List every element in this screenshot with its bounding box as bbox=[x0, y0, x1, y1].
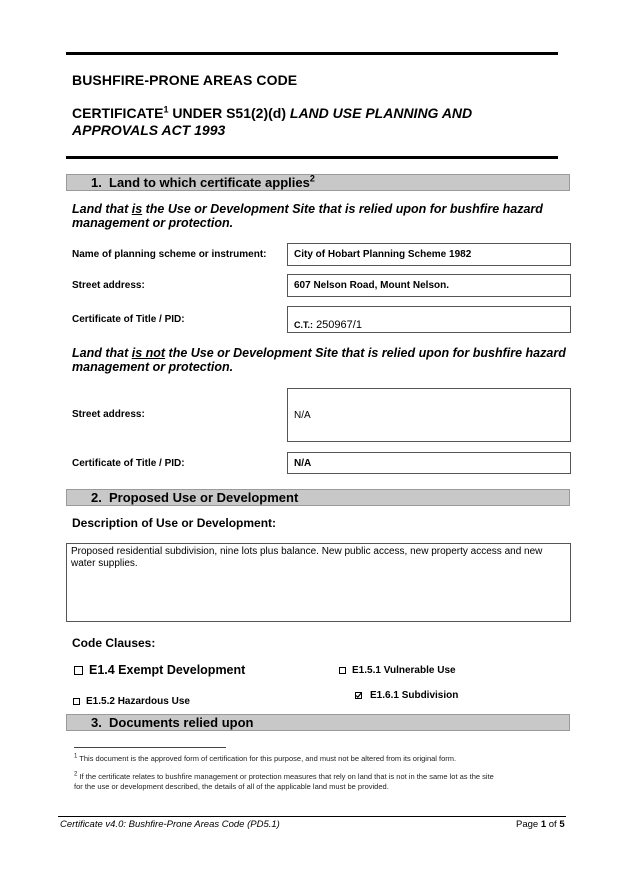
other-street-address-label: Street address: bbox=[72, 409, 145, 420]
footnote-separator bbox=[74, 747, 226, 748]
description-field[interactable]: Proposed residential subdivision, nine lots plus balance. New public access, new property access and new water supplies. bbox=[66, 543, 571, 622]
other-street-address-field[interactable]: N/A bbox=[287, 388, 571, 442]
footnote-1: $^1$ This document is the approved form of certification for this purpose, and must not be altered from its original form. bbox=[74, 753, 457, 763]
certificate-heading: CERTIFICATE$^1$ UNDER S51(2)(d) LAND USE PLANNING AND APPROVALS ACT 1993 bbox=[72, 104, 473, 138]
header-rule bbox=[66, 156, 558, 159]
section-3-bar: 3. Documents relied upon bbox=[66, 714, 570, 731]
subdivision-option[interactable]: E1.6.1 Subdivision bbox=[355, 690, 458, 701]
planning-scheme-label: Name of planning scheme or instrument: bbox=[72, 249, 267, 260]
check-mark-icon bbox=[355, 692, 362, 699]
land-not-relied-upon-intro: Land that is not the Use or Development Site that is relied upon for bushfire hazard management or protection. bbox=[72, 346, 566, 374]
exempt-development-checkbox[interactable] bbox=[74, 666, 83, 675]
other-certificate-of-title-field[interactable]: N/A bbox=[287, 452, 571, 474]
certificate-of-title-field[interactable]: C.T.: 250967/1 bbox=[287, 306, 571, 333]
description-heading: Description of Use or Development: bbox=[72, 516, 277, 530]
other-certificate-of-title-label: Certificate of Title / PID: bbox=[72, 458, 185, 469]
top-rule bbox=[66, 52, 558, 55]
code-clauses-heading: Code Clauses: bbox=[72, 636, 156, 650]
code-title: BUSHFIRE-PRONE AREAS CODE bbox=[72, 72, 298, 88]
exempt-development-option[interactable]: E1.4 Exempt Development bbox=[74, 663, 245, 677]
footnote-2: $^2$ If the certificate relates to bushfire management or protection measures that rely on land that is not in the same lot as the site for the use or development described, the details of all of the applicable land must be provided. bbox=[74, 771, 494, 791]
land-relied-upon-intro: Land that is the Use or Development Site that is relied upon for bushfire hazard management or protection. bbox=[72, 202, 543, 230]
footer-page-number: Page 1 of 5 bbox=[516, 819, 565, 830]
footer-rule bbox=[58, 816, 566, 817]
subdivision-checkbox[interactable] bbox=[355, 692, 362, 699]
street-address-field[interactable]: 607 Nelson Road, Mount Nelson. bbox=[287, 274, 571, 297]
planning-scheme-field[interactable]: City of Hobart Planning Scheme 1982 bbox=[287, 243, 571, 266]
section-2-bar: 2. Proposed Use or Development bbox=[66, 489, 570, 506]
section-1-bar: 1. Land to which certificate applies$^2$ bbox=[66, 174, 570, 191]
footer-document-version: Certificate v4.0: Bushfire-Prone Areas Code (PD5.1) bbox=[60, 819, 280, 830]
hazardous-use-checkbox[interactable] bbox=[73, 698, 80, 705]
hazardous-use-option[interactable]: E1.5.2 Hazardous Use bbox=[73, 696, 190, 707]
certificate-of-title-label: Certificate of Title / PID: bbox=[72, 314, 185, 325]
vulnerable-use-checkbox[interactable] bbox=[339, 667, 346, 674]
street-address-label: Street address: bbox=[72, 280, 145, 291]
vulnerable-use-option[interactable]: E1.5.1 Vulnerable Use bbox=[339, 665, 456, 676]
